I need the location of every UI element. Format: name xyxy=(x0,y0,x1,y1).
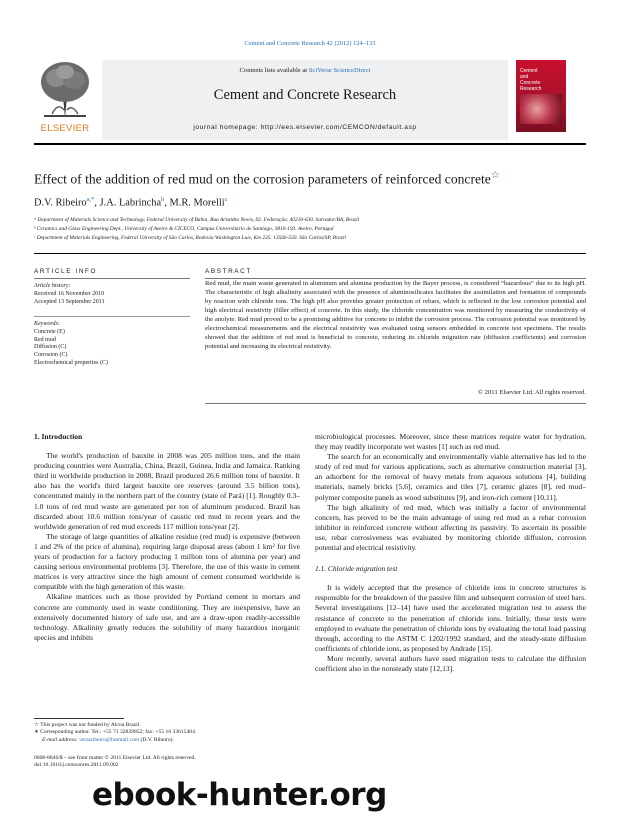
email-footnote: E-mail address: verasribeiro@hotmail.com (D.V. Ribeiro). xyxy=(42,736,174,743)
author-name: J.A. Labrincha xyxy=(99,197,162,209)
body-right-column xyxy=(315,432,586,674)
abstract-text: Red mud, the main waste generated in aluminum and alumina production by the Bayer process, is considered “hazardous” due to its high pH. The characteristic of high alkalinity associated with the presence of aluminosilicates facilitates the assimilation and formation of compounds by reaction with chloride ions. The high pH also provides greater protection of rebars, which is reflected in the low corrosion potential and high electrical resistivity (filler effect) of concrete. In this study, the chloride concentration was monitored by measuring the conductivity of the anolyte. Red mud proved to be a promising additive for concrete to inhibit the corrosion process. The corrosion potential was monitored by electrochemical measurements and the electrical resistivity was evaluated using sensors embedded in concrete test specimens. The results showed that the addition of red mud is beneficial to concrete, reducing its chloride migration rate (diffusion coefficients) and corrosion potential and increasing its electrical resistivity. xyxy=(205,280,586,350)
body-paragraph: The world's production of bauxite in 2008 was 205 million tons, and the main producing countries were Australia, China, Brazil, Guinea, India and Jamaica. Ranking third in worldwide production in 2008, Brazil produced 26.6 million tons of bauxite. It also has the world's third largest bauxite ore reserves (around 3.5 billion tons), concentrated mainly in the northern part of the country (state of Pará) [1]. Roughly 0.3–1.0 tons of red mud waste are generated per ton of aluminum produced. Brazil has discarded about 10.6 million tons/year of caustic red mud in recent years and the worldwide generation of red mud exceeds 117 million tons/year [2]. xyxy=(34,451,300,531)
cover-micrograph xyxy=(520,94,562,124)
abstract-rule xyxy=(205,278,586,279)
email-link[interactable]: verasribeiro@hotmail.com xyxy=(79,736,140,743)
body-paragraph: Alkaline matrices such as those provided by Portland cement in mortars and concrete are commonly used in waste conditioning. They are inexpensive, have an extensively documented history of safe use, and are a draw-upon readily-accessible technology. Alkalinity greatly reduces the solubility of many hazardous inorganic species and inhibits xyxy=(34,592,300,642)
doi-link[interactable]: doi:10.1016/j.cemconres.2011.09.002 xyxy=(34,762,119,769)
cover-title: Cement and Concrete Research xyxy=(520,68,542,92)
abstract-heading: ABSTRACT xyxy=(205,268,252,275)
journal-homepage[interactable]: journal homepage: http://ees.elsevier.com/CEMCON/default.asp xyxy=(193,124,417,131)
author-name: D.V. Ribeiro xyxy=(34,197,87,209)
author-list: D.V. Ribeiro$^{a,*}$, J.A. Labrincha$^b$, M.R. Morelli$^c$ xyxy=(34,196,228,209)
footnote-rule xyxy=(34,718,124,719)
keyword: Diffusion (C) xyxy=(34,344,67,351)
body-paragraph: The search for an economically and environmentally viable alternative has led to the study of red mud for various applications, such as alternative construction material [3], an adsorbent for the removal of heavy metals from aqueous solutions [4], building materials, namely bricks [5,6], ceramics and tiles [7], ceramic glazes [8], red mud–polymer composite panels as wood substitutes [9], and iron-rich cement [10,11]. xyxy=(315,452,586,502)
sciencedirect-link[interactable]: SciVerse ScienceDirect xyxy=(308,67,371,74)
article-title: Effect of the addition of red mud on the corrosion parameters of reinforced concrete☆ xyxy=(34,170,500,187)
contents-line xyxy=(102,67,508,74)
journal-cover-image xyxy=(516,60,566,132)
section-heading-introduction: 1. Introduction xyxy=(34,432,83,441)
abstract-copyright: © 2011 Elsevier Ltd. All rights reserved. xyxy=(477,389,586,396)
keyword: Concrete (E) xyxy=(34,328,65,335)
article-info-rule xyxy=(34,278,190,279)
journal-citation[interactable]: Cement and Concrete Research 42 (2012) 124–133 xyxy=(244,40,376,47)
affiliation-a: ᵃ Department of Materials Science and Technology, Federal University of Bahia, Rua Aristides Novis, 02. Federação. 40210-630. Salvador/BA, Brazil xyxy=(34,217,360,223)
header-divider xyxy=(34,143,586,145)
affiliation-b: ᵇ Ceramics and Glass Engineering Dept., University of Aveiro & CICECO, Campus Universitário de Santiago, 3810-193. Aveiro, Portugal xyxy=(34,226,334,232)
keyword: Electrochemical properties (C) xyxy=(34,359,108,366)
footnotes xyxy=(34,722,304,744)
publisher-wordmark: ELSEVIER xyxy=(40,123,90,134)
keyword: Corrosion (C) xyxy=(34,352,68,359)
front-matter xyxy=(34,755,304,770)
author-name: M.R. Morelli xyxy=(169,197,225,209)
article-info-heading: ARTICLE INFO xyxy=(34,268,98,275)
issn-line: 0008-8846/$ – see front matter © 2011 Elsevier Ltd. All rights reserved. xyxy=(34,755,196,761)
affiliation-divider xyxy=(34,253,586,254)
abstract-bottom-rule xyxy=(205,403,586,404)
subsection-heading: 1.1. Chloride migration test xyxy=(315,564,398,574)
author-affil-mark[interactable]: a,* xyxy=(86,196,95,203)
corresponding-footnote: ∗ Corresponding author. Tel.: +55 71 32839852; fax: +55 16 33615404. xyxy=(34,729,197,736)
journal-title: Cement and Concrete Research xyxy=(213,87,397,103)
keywords-rule xyxy=(34,316,190,317)
author-affil-mark[interactable]: b xyxy=(161,196,165,203)
title-footnote-mark[interactable]: ☆ xyxy=(490,170,500,181)
keywords-block: Keywords: Concrete (E) Red mud Diffusion (C) Corrosion (C) Electrochemical properties (C) xyxy=(34,321,108,366)
body-paragraph: The storage of large quantities of alkaline residue (red mud) is expensive (between 1 and 2% of the price of alumina), requiring large disposal areas (about 1 km² for five years of production for a factory producing 1 million tons of alumina per year) and causing serious environmental problems [3]. Therefore, the use of this waste in cement matrices is very attractive since the high amount of cement consumed worldwide is compatible with the high generation of this waste. xyxy=(34,531,300,592)
contents-prefix: Contents lists available at xyxy=(239,67,309,74)
article-history: Article history: Received 16 November 2010 Accepted 13 September 2011 xyxy=(34,283,105,305)
keyword: Red mud xyxy=(34,336,56,343)
body-paragraph: The high alkalinity of red mud, which was initially a factor of environmental concern, has proved to be the main advantage of using red mud as a rebar corrosion inhibitor in reinforced concrete without affecting its passivity. To ascertain its possible use, rebar corrosiveness was evaluated by monitoring chloride diffusion, corrosion potential and electrical resistivity. xyxy=(315,502,586,553)
body-paragraph: It is widely accepted that the presence of chloride ions in concrete structures is responsible for the breakdown of the passive film and subsequent corrosion of steel bars. Several investigations [12–14] have used the accelerated migration test to assess the resistance of concrete to the penetration of chloride ions. Initially, these tests were employed to evaluate the penetration of chloride ions by evaluating the total load passing through, according to the ASTM C 1202/1992 standard, and the steady-state diffusion coefficients of chloride ions, as proposed by Andrade [15]. xyxy=(315,583,586,653)
body-left-column xyxy=(34,432,300,643)
author-affil-mark[interactable]: c xyxy=(224,196,228,203)
body-paragraph: microbiological processes. Moreover, since these matrices require water for hydration, they may readily incorporate wet wastes [1] such as red mud. xyxy=(315,432,586,452)
watermark-text: ebook-hunter.org xyxy=(92,777,387,813)
affiliation-c: ᶜ Department of Materials Engineering, Federal University of São Carlos, Rodovia Washington Luis, Km 235. 13566-550. São Carlos/SP, Brazil xyxy=(34,235,346,241)
funding-footnote: ☆ This project was not funded by Alcoa Brazil. xyxy=(34,722,141,728)
body-paragraph: More recently, several authors have used migration tests to calculate the diffusion coefficient also in the nonsteady state [12,13]. xyxy=(315,653,586,673)
